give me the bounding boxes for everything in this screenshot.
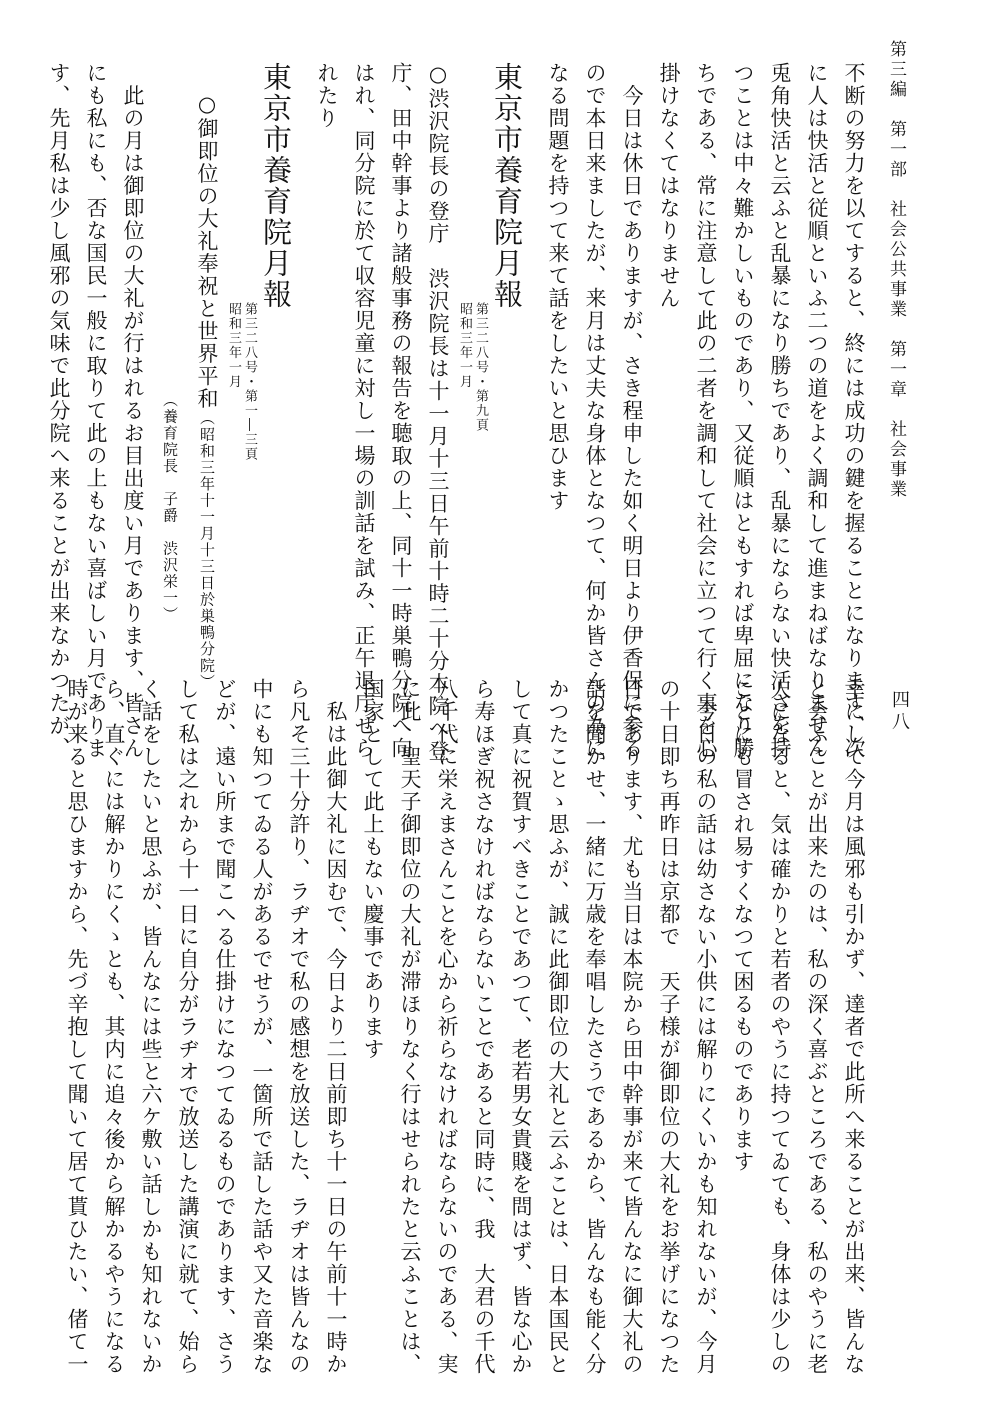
text-line: ら寿ほぎ祝さなければならないことであると同時に、我 大君の千代 [472, 678, 496, 1376]
text-line: どが、遠い所まで聞こへる仕掛けになつてゐるものであります、さう [213, 678, 237, 1376]
text-line: 庁、田中幹事より諸般事務の報告を聴取の上、同十一時巣鴨分院へ向 [389, 62, 413, 760]
text-line: く話をしたいと思ふが、皆んなには些と六ケ敷い話しかも知れないか [139, 678, 163, 1376]
text-line: の十日即ち再昨日は京都で 天子様が御即位の大礼をお挙げになつた [657, 678, 681, 1376]
text-line: ので本日来ましたが、来月は丈夫な身体となつて、何か皆さんの為に [583, 62, 607, 760]
text-line: 兎角快活と云ふと乱暴になり勝ちであり、乱暴にならない快活さを持 [768, 62, 792, 760]
text-line: つことは中々難かしいものであり、又従順はともすれば卑屈になり勝 [731, 62, 755, 760]
text-line: ○渋沢院長の登庁 渋沢院長は十一月十三日午前十時二十分本院へ登 [426, 62, 450, 763]
text-line: 幸にして今月は風邪も引かず、達者で此所へ来ることが出来、皆んな [842, 678, 866, 1376]
running-header: 第三編 第一部 社会公共事業 第一章 社会事業 [886, 40, 906, 500]
text-line: 時が来ると思ひますから、先づ辛抱して聞いて居て貰ひたい、偖て一 [65, 678, 89, 1376]
source-issue: 第三二八号・第九頁 [473, 302, 488, 433]
text-line: して私は之れから十一日に自分がラヂオで放送した講演に就て、始ら [176, 678, 200, 1376]
text-line: と会ふことが出来たのは、私の深く喜ぶところである、私のやうに老 [805, 678, 829, 1376]
text-line: に人は快活と従順といふ二つの道をよく調和して進まねばなりません [805, 62, 829, 760]
section-title: 東京市養育院月報 [259, 62, 293, 310]
text-line: 中にも知つてゐる人があるでせうが、一箇所で話した話や又た音楽な [250, 678, 274, 1376]
text-line: 私は此御大礼に因むで、今日より二日前即ち十一日の午前十一時か [324, 678, 348, 1376]
text-line: ことにも冒され易すくなつて困るものであります [731, 678, 755, 1173]
text-line: 此の月は御即位の大礼が行はれるお目出度い月であります、皆さん [121, 62, 145, 760]
text-line: に此 聖天子御即位の大礼が滞ほりなく行はせられたと云ふことは、 [398, 678, 422, 1376]
text-line: なる問題を持つて来て話をしたいと思ひます [546, 62, 570, 512]
text-line: はれ、同分院に於て収容児童に対し一場の訓話を試み、正午退庁せら [352, 62, 376, 760]
text-line: ちである、常に注意して此の二者を調和して社会に立つて行く事を心 [694, 62, 718, 760]
source-date: 昭和三年一月 [226, 302, 241, 389]
text-line: ら凡そ三十分許り、ラヂオで私の感想を放送した、ラヂオは皆んなの [287, 678, 311, 1376]
text-line: 八千代に栄えまさんことを心から祈らなければならないのである、実 [435, 678, 459, 1376]
text-line: 人になると、気は確かりと若者のやうに持つてゐても、身体は少しの [768, 678, 792, 1376]
text-line: かつたことゝ思ふが、誠に此御即位の大礼と云ふことは、日本国民と [546, 678, 570, 1376]
bottom-text-block [65, 678, 872, 1376]
source-citation [456, 62, 488, 662]
text-line: 日であります、尤も当日は本院から田中幹事が来て皆んなに御大礼の [620, 678, 644, 1376]
text-line: 今日の私の話は幼さない小供には解りにくいかも知れないが、今月 [694, 678, 718, 1376]
text-line: れたり [315, 62, 339, 130]
article-credit: （養育院長 子爵 渋沢栄一） [161, 392, 179, 623]
source-date: 昭和三年一月 [457, 302, 472, 389]
article-note: （昭和三年十一月十三日於巣鴨分院） [198, 410, 216, 691]
text-line: ら、直ぐには解かりにくゝとも、其内に追々後から解かるやうになる [102, 678, 126, 1376]
text-line: 国家として此上もない慶事であります [361, 678, 385, 1061]
text-line: 話を聞かせ、一緒に万歳を奉唱したさうであるから、皆んなも能く分 [583, 678, 607, 1376]
source-citation [225, 62, 257, 662]
section-title: 東京市養育院月報 [490, 62, 524, 310]
text-line: 今日は休日でありますが、さき程申した如く明日より伊香保に参る [620, 62, 644, 760]
top-text-block [47, 62, 872, 763]
source-issue: 第三二八号・第一―三頁 [242, 302, 257, 462]
text-line: して真に祝賀すべきことであつて、老若男女貴賤を問はず、皆な心か [509, 678, 533, 1376]
text-line: す、先月私は少し風邪の気味で此分院へ来ることが出来なかつたが、 [47, 62, 71, 760]
article-subtitle: ○御即位の大礼奉祝と世界平和（昭和三年十一月十三日於巣鴨分院） [195, 92, 219, 691]
text-line: 不断の努力を以てすると、終には成功の鍵を握ることになります、次 [842, 62, 866, 760]
spacer [294, 62, 308, 662]
text-line: にも私にも、否な国民一般に取りて此の上もない喜ばしい月でありま [84, 62, 108, 760]
spacer [525, 62, 539, 662]
text-line: 掛けなくてはなりません [657, 62, 681, 310]
page-number: 四八 [889, 690, 910, 734]
